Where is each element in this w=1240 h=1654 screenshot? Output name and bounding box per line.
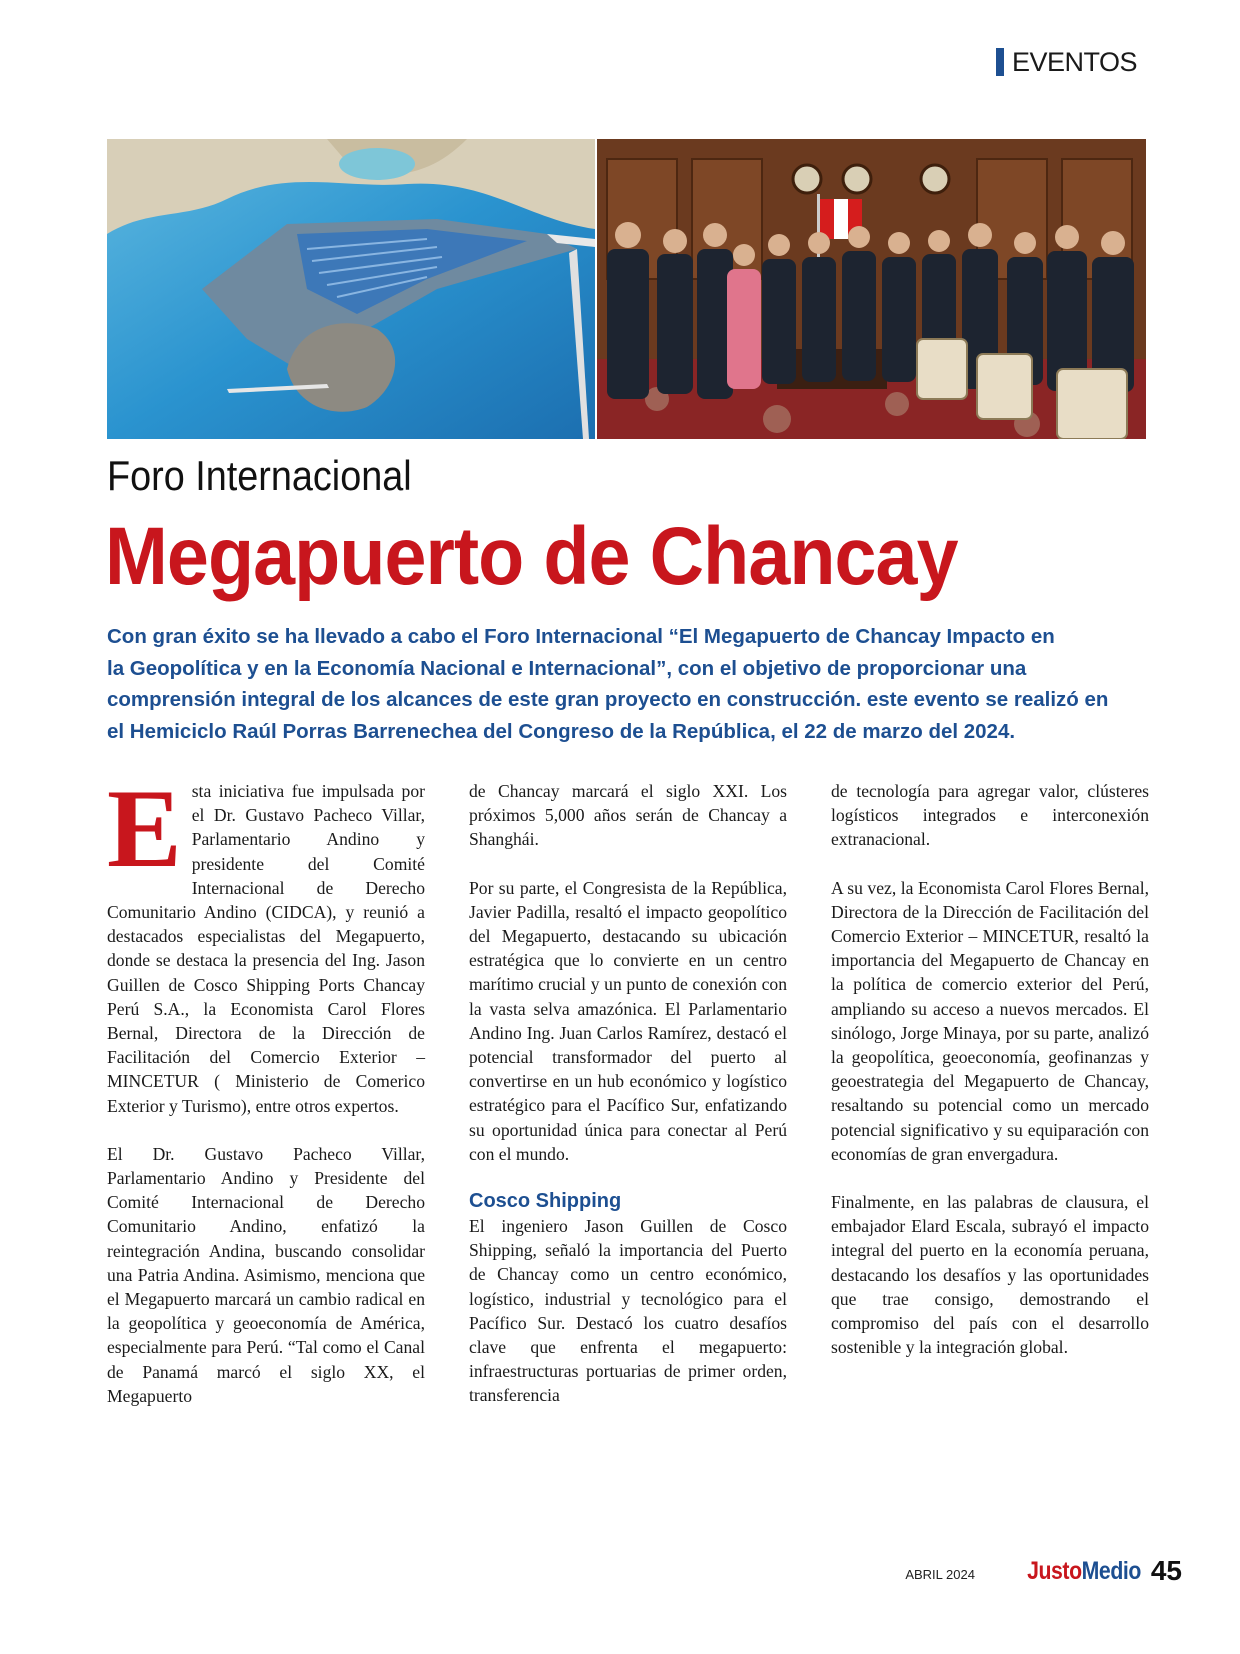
- article-paragraph: El ingeniero Jason Guillen de Cosco Shipping, señaló la importancia del Puerto de Chancay como un centro económico, logístico, industrial y tecnológico para el Pacífico Sur. Destacó los cuatro desafíos clave que enfrenta el megapuerto: infraestructuras portuarias de primer orden, transferencia: [469, 1216, 787, 1406]
- article-column-2: [469, 779, 787, 1408]
- group-photo-image: [597, 139, 1146, 439]
- article-paragraph: Por su parte, el Congresista de la República, Javier Padilla, resaltó el impacto geopolítico del Megapuerto, destacando su ubicación estratégica que lo convierte en un centro marítimo crucial y un punto de conexión con la vasta selva amazónica. El Parlamentario Andino Ing. Juan Carlos Ramírez, destacó el potencial transformador del puerto al convertirse en un hub económico y logístico estratégico para el Pacífico Sur, enfatizando su oportunidad única para conectar al Perú con el mundo.: [469, 877, 787, 1164]
- article-paragraph: A su vez, la Economista Carol Flores Bernal, Directora de la Dirección de Facilitación del Comercio Exterior – MINCETUR, resaltó la importancia del Megapuerto de Chancay en la política de comercio exterior del Perú, ampliando su acceso a nuevos mercados. El sinólogo, Jorge Minaya, por su parte, analizó la geopolítica, geoeconomía, geofinanzas y geoestrategia del Megapuerto de Chancay, resaltando su potencial como un mercado potencial significativo y su equiparación con economías de gran envergadura.: [831, 877, 1149, 1164]
- issue-date: ABRIL 2024: [905, 1566, 975, 1582]
- article-lead: [107, 621, 1117, 747]
- port-aerial-render-image: [107, 139, 595, 439]
- article-paragraph: [107, 767, 425, 1118]
- lead-line: comprensión integral de los alcances de este gran proyecto en construcción. este evento se realizó en: [107, 688, 1109, 711]
- section-label: EVENTOS: [1012, 46, 1138, 77]
- article-paragraph: de tecnología para agregar valor, clústeres logísticos integrados e interconexión extranacional.: [831, 781, 1149, 850]
- section-marker-bar: [996, 48, 1004, 76]
- page-number: 45: [1150, 1555, 1182, 1586]
- magazine-logo: JustoMedio: [1027, 1556, 1141, 1585]
- article-column-3: [831, 779, 1149, 1359]
- article-kicker: Foro Internacional: [107, 452, 412, 499]
- article-paragraph: de Chancay marcará el siglo XXI. Los próximos 5,000 años serán de Chancay a Shanghái.: [469, 781, 787, 850]
- article-paragraph: El Dr. Gustavo Pacheco Villar, Parlamentario Andino y Presidente del Comité Internacional de Derecho Comunitario Andino, enfatizó la reintegración Andina, buscando consolidar una Patria Andina. Asimismo, menciona que el Megapuerto marcará un cambio radical en la geopolítica y geoeconomía de América, especialmente para Perú. “Tal como el Canal de Panamá marcó el siglo XX, el Megapuerto: [107, 1143, 425, 1406]
- article-paragraph: Finalmente, en las palabras de clausura, el embajador Elard Escala, subrayó el impacto integral del puerto en la economía peruana, destacando los desafíos y las oportunidades que trae consigo, demostrando el compromiso del país con el desarrollo sostenible y la integración global.: [831, 1192, 1149, 1358]
- lead-line: la Geopolítica y en la Economía Nacional e Internacional”, con el objetivo de proporcionar una: [107, 656, 1027, 680]
- article-headline: Megapuerto de Chancay: [105, 511, 958, 602]
- section-tag: [996, 46, 1137, 78]
- lead-line: Con gran éxito se ha llevado a cabo el Foro Internacional “El Megapuerto de Chancay Impacto en: [107, 625, 1055, 648]
- paragraph-text: sta iniciativa fue impulsada por el Dr. Gustavo Pacheco Villar, Parlamentario Andino y presidente del Comité Internacional de Derecho Comunitario Andino (CIDCA), y reunió a destacados especialistas del Megapuerto, donde se destaca la presencia del Ing. Jason Guillen de Cosco Shipping Ports Chancay Perú S.A., la Economista Carol Flores Bernal, Directora de la Dirección de Facilitación del Comercio Exterior – MINCETUR ( Ministerio de Comerico Exterior y Turismo), entre otros expertos.: [107, 781, 425, 1116]
- page-footer: [905, 1554, 1182, 1588]
- drop-cap: E: [107, 767, 182, 891]
- article-column-1: [107, 767, 425, 1408]
- lead-line: el Hemiciclo Raúl Porras Barrenechea del Congreso de la República, el 22 de marzo del 2024.: [107, 719, 1016, 743]
- article-subhead: Cosco Shipping: [469, 1190, 622, 1213]
